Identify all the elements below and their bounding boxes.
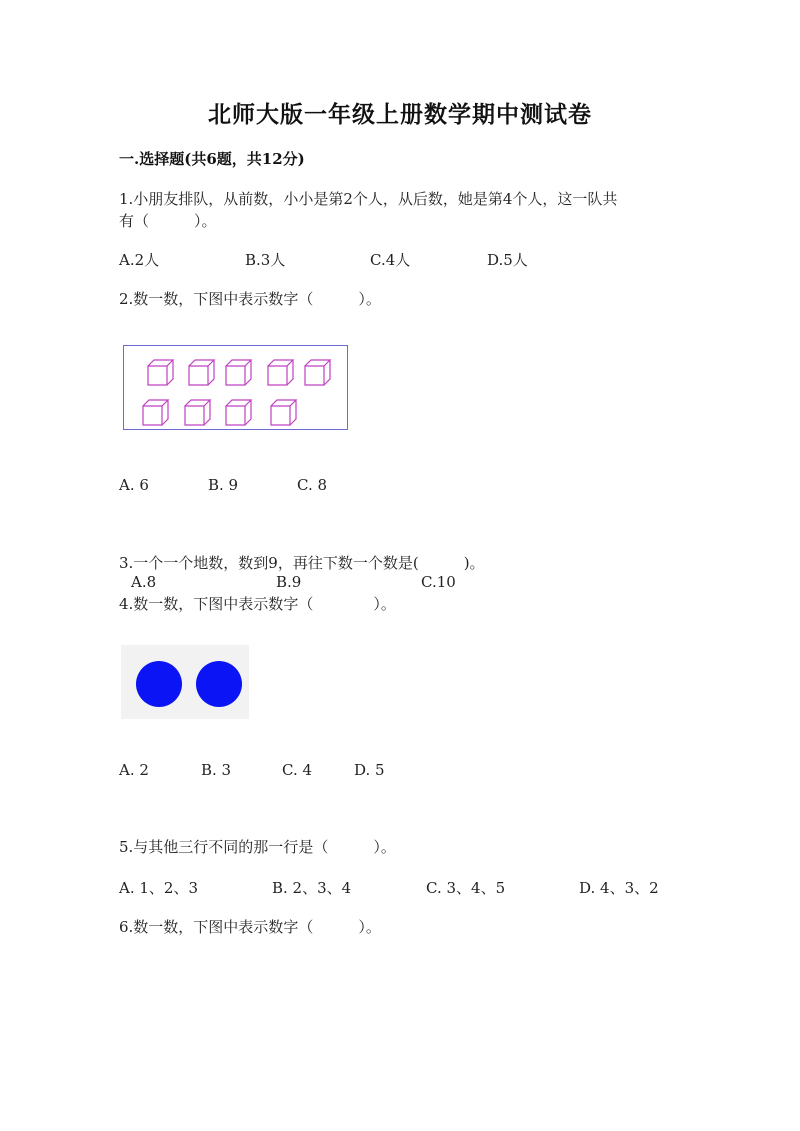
- question-5-option-a: A. 1、2、3: [119, 879, 198, 897]
- cube: [268, 360, 293, 385]
- question-4-option-d: D. 5: [354, 761, 385, 779]
- question-1-option-a: A.2人: [119, 251, 160, 269]
- question-5-text: 5.与其他三行不同的那一行是（ ）。: [119, 838, 396, 856]
- question-5-option-d: D. 4、3、2: [579, 879, 659, 897]
- blue-circle: [196, 661, 242, 707]
- question-1-line-1: 1.小朋友排队，从前数，小小是第2个人，从后数，她是第4个人，这一队共: [119, 190, 618, 208]
- question-1-line-2: 有（ ）。: [119, 212, 217, 230]
- question-4-text: 4.数一数，下图中表示数字（ ）。: [119, 595, 396, 613]
- cube: [271, 400, 296, 425]
- question-4-option-c: C. 4: [282, 761, 313, 779]
- question-3-text: 3.一个一个地数，数到9，再往下数一个数是( )。: [119, 554, 485, 572]
- cube: [226, 360, 251, 385]
- blue-circle: [136, 661, 182, 707]
- question-3-option-a: A.8: [131, 573, 157, 591]
- cube: [226, 400, 251, 425]
- cube: [143, 400, 168, 425]
- question-6-text: 6.数一数，下图中表示数字（ ）。: [119, 918, 381, 936]
- question-4-option-b: B. 3: [201, 761, 232, 779]
- question-5-option-c: C. 3、4、5: [426, 879, 506, 897]
- cube-figure-svg: [124, 346, 346, 428]
- cube: [305, 360, 330, 385]
- section-heading: 一.选择题(共6题，共12分): [119, 150, 305, 168]
- cube: [148, 360, 173, 385]
- cube: [189, 360, 214, 385]
- question-1-option-c: C.4人: [370, 251, 411, 269]
- question-5-option-b: B. 2、3、4: [272, 879, 352, 897]
- cube: [185, 400, 210, 425]
- question-2-option-b: B. 9: [208, 476, 239, 494]
- question-1-option-d: D.5人: [487, 251, 528, 269]
- question-1-option-b: B.3人: [245, 251, 286, 269]
- question-2-text: 2.数一数，下图中表示数字（ ）。: [119, 290, 381, 308]
- question-2-cube-figure: [123, 345, 348, 430]
- question-4-option-a: A. 2: [119, 761, 149, 779]
- question-4-circle-figure: [121, 645, 249, 719]
- question-3-option-b: B.9: [276, 573, 302, 591]
- question-3-option-c: C.10: [421, 573, 456, 591]
- question-2-option-c: C. 8: [297, 476, 328, 494]
- question-2-option-a: A. 6: [119, 476, 149, 494]
- page-title: 北师大版一年级上册数学期中测试卷: [208, 101, 592, 128]
